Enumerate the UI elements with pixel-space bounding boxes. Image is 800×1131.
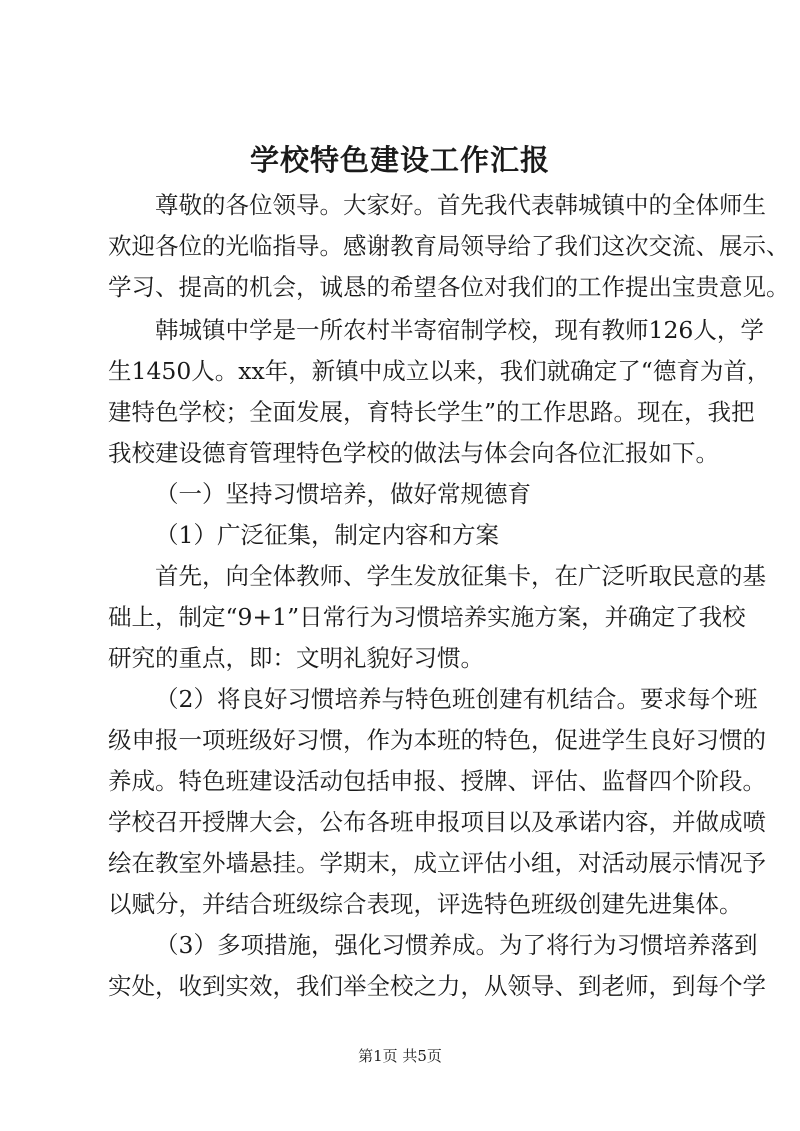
body-line: 尊敬的各位领导。大家好。首先我代表韩城镇中的全体师生 xyxy=(155,191,766,219)
body-line: 我校建设德育管理特色学校的做法与体会向各位汇报如下。 xyxy=(108,439,719,467)
body-line: 首先，向全体教师、学生发放征集卡，在广泛听取民意的基 xyxy=(155,562,766,590)
body-line: （2）将良好习惯培养与特色班创建有机结合。要求每个班 xyxy=(155,685,758,713)
body-line: 欢迎各位的光临指导。感谢教育局领导给了我们这次交流、展示、 xyxy=(108,232,790,260)
document-title: 学校特色建设工作汇报 xyxy=(249,143,550,177)
body-line: （3）多项措施，强化习惯养成。为了将行为习惯培养落到 xyxy=(155,931,758,959)
body-line: 建特色学校；全面发展，育特长学生”的工作思路。现在，我把 xyxy=(108,398,755,426)
body-line: 以赋分，并结合班级综合表现，评选特色班级创建先进集体。 xyxy=(108,890,743,918)
section-heading: （一）坚持习惯培养，做好常规德育 xyxy=(155,480,531,508)
body-line: 韩城镇中学是一所农村半寄宿制学校，现有教师126人，学 xyxy=(155,316,764,344)
body-line: 础上，制定“9+1”日常行为习惯培养实施方案，并确定了我校 xyxy=(108,603,746,631)
body-line: 学习、提高的机会，诚恳的希望各位对我们的工作提出宝贵意见。 xyxy=(108,273,790,301)
subsection-heading: （1）广泛征集，制定内容和方案 xyxy=(155,521,499,549)
body-line: 级申报一项班级好习惯，作为本班的特色，促进学生良好习惯的 xyxy=(108,726,766,754)
page-number: 第1页 共5页 xyxy=(358,1047,442,1065)
body-line: 研究的重点，即：文明礼貌好习惯。 xyxy=(108,644,484,672)
body-line: 生1450人。xx年，新镇中成立以来，我们就确定了“德育为首， xyxy=(108,357,771,385)
body-line: 学校召开授牌大会，公布各班申报项目以及承诺内容，并做成喷 xyxy=(108,808,766,836)
body-line: 绘在教室外墙悬挂。学期末，成立评估小组，对活动展示情况予 xyxy=(108,849,766,877)
body-line: 实处，收到实效，我们举全校之力，从领导、到老师，到每个学 xyxy=(108,972,766,1000)
body-line: 养成。特色班建设活动包括申报、授牌、评估、监督四个阶段。 xyxy=(108,767,766,795)
